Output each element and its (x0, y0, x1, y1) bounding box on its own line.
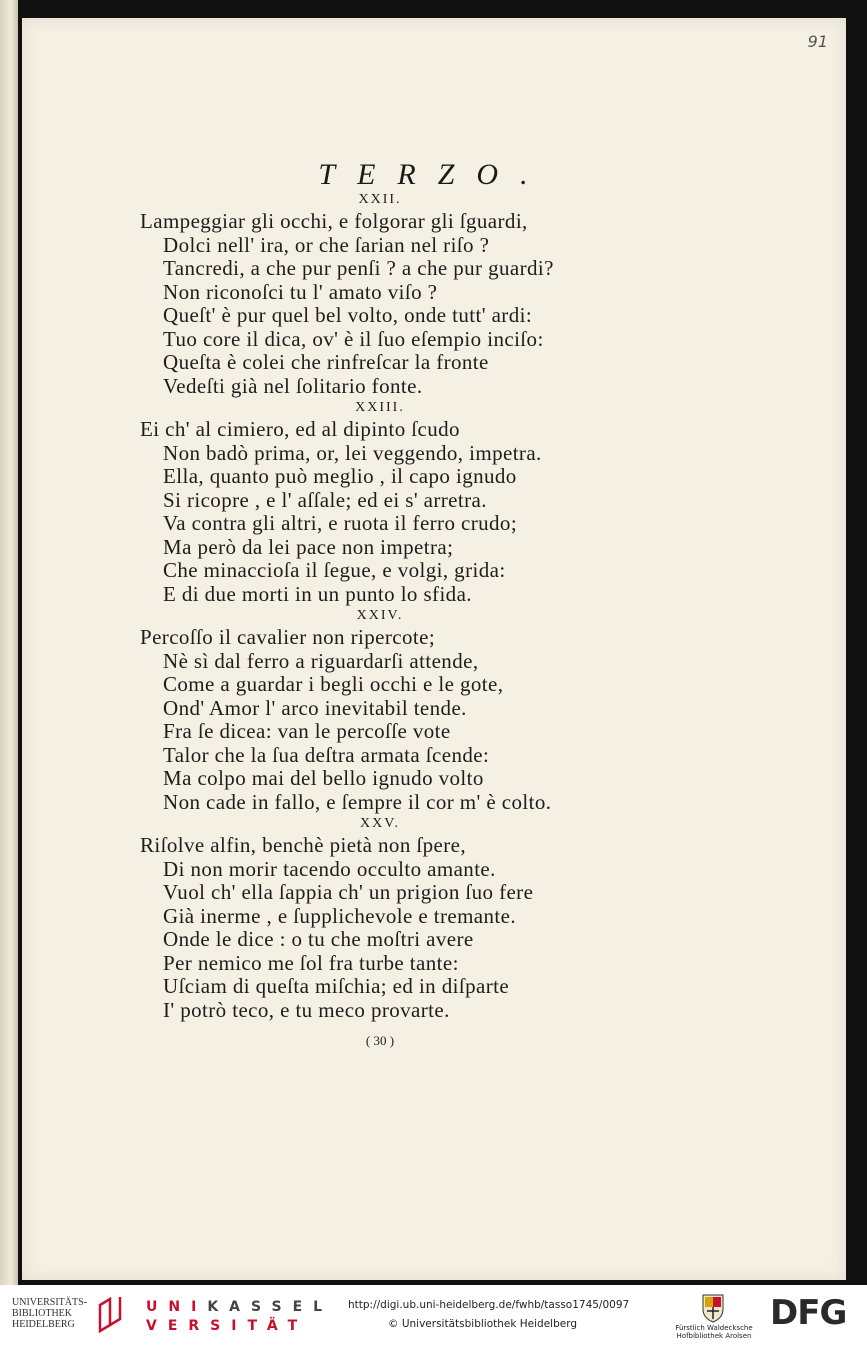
kassel-line-1: UNIKASSEL (146, 1299, 334, 1315)
footer-bar (0, 1285, 867, 1347)
verse-line: Queſta è colei che rinfreſcar la fronte (163, 350, 489, 374)
arolsen-library-logo[interactable] (668, 1324, 760, 1340)
stanza-number: XXIII. (355, 400, 405, 415)
verse-line: Onde le dice : o tu che moſtri avere (163, 927, 474, 951)
verse-line: Talor che la ſua deſtra armata ſcende: (163, 742, 490, 767)
verse-line: Riſolve alfin, benchè pietà non ſpere, (140, 833, 467, 857)
stanza-number: XXII. (358, 192, 402, 207)
page-number: ( 30 ) (365, 1033, 395, 1048)
verse-line: Come a guardar i begli occhi e le gote, (163, 672, 504, 696)
verse-line: Uſciam di queſta miſchia; ed in diſparte (163, 974, 510, 998)
verse-line: Che minaccioſa il ſegue, e volgi, grida: (163, 558, 506, 582)
stanza-number: XXIV. (356, 608, 404, 623)
arolsen-line: Fürstlich Waldecksche (675, 1324, 753, 1332)
stanza-number: XXV. (359, 816, 401, 831)
ub-logo-line: BIBLIOTHEK (12, 1308, 72, 1319)
verse-line: Va contra gli altri, e ruota il ferro crudo; (163, 511, 518, 535)
arolsen-line: Hofbibliothek Arolsen (676, 1332, 752, 1340)
verse-line: Percoſſo il cavalier non ripercote; (140, 625, 436, 649)
verse-line: Nè sì dal ferro a riguardarſi attende, (163, 648, 479, 673)
verse-line: Non badò prima, or, lei veggendo, impetra. (163, 440, 542, 465)
verse-line: I' potrò teco, e tu meco provarte. (163, 997, 450, 1022)
verse-line: Si ricopre , e l' aſſale; ed ei s' arretra. (163, 487, 487, 512)
crest-icon (700, 1291, 726, 1323)
book-page (22, 18, 846, 1280)
verse-line: Queſt' è pur quel bel volto, onde tutt' ardi: (163, 303, 533, 327)
verse-line: Ond' Amor l' arco inevitabil tende. (163, 695, 467, 720)
verse-line: Di non morir tacendo occulto amante. (163, 856, 496, 881)
poem-text (140, 190, 700, 1048)
verse-line: Vedeſti già nel ſolitario fonte. (163, 373, 423, 398)
verse-line: Fra ſe dicea: van le percoſſe vote (163, 719, 451, 743)
verse-line: E di due morti in un punto lo sfida. (163, 581, 472, 606)
verse-line: Già inerme , e ſupplichevole e tremante. (163, 903, 517, 928)
ub-logo-mark-icon (96, 1295, 124, 1335)
verse-line: Ella, quanto può meglio , il capo ignudo (163, 464, 517, 488)
uni-kassel-logo[interactable] (146, 1298, 333, 1336)
kassel-line-2: VERSITÄT (146, 1318, 309, 1334)
verse-line: Lampeggiar gli occhi, e folgorar gli ſguardi, (140, 209, 528, 233)
copyright-notice: © Universitätsbibliothek Heidelberg (388, 1318, 578, 1330)
folio-number: 91 (807, 32, 828, 51)
verse-line: Non riconoſci tu l' amato viſo ? (163, 279, 438, 304)
verse-line: Per nemico me ſol fra turbe tante: (163, 950, 459, 975)
verse-line: Dolci nell' ira, or che ſarian nel riſo ? (163, 232, 490, 257)
dfg-logo[interactable]: DFG (770, 1293, 847, 1333)
document-url[interactable]: http://digi.ub.uni-heidelberg.de/fwhb/tasso1745/0097 (348, 1299, 630, 1311)
ub-heidelberg-logo[interactable] (12, 1297, 87, 1330)
verse-line: Ma però da lei pace non impetra; (163, 534, 454, 559)
book-edge (0, 0, 18, 1285)
verse-line: Non cade in fallo, e ſempre il cor m' è colto. (163, 789, 552, 814)
verse-line: Tuo core il dica, ov' è il ſuo eſempio inciſo: (163, 326, 544, 351)
ub-logo-line: UNIVERSITÄTS- (12, 1297, 87, 1308)
verse-line: Vuol ch' ella ſappia ch' un prigion ſuo fere (163, 880, 534, 904)
verse-line: Ei ch' al cimiero, ed al dipinto ſcudo (140, 417, 460, 441)
verse-line: Ma colpo mai del bello ignudo volto (163, 766, 484, 790)
page-heading: TERZO. (318, 158, 550, 191)
ub-logo-line: HEIDELBERG (12, 1319, 75, 1330)
verse-line: Tancredi, a che pur penſi ? a che pur guardi? (163, 256, 554, 280)
